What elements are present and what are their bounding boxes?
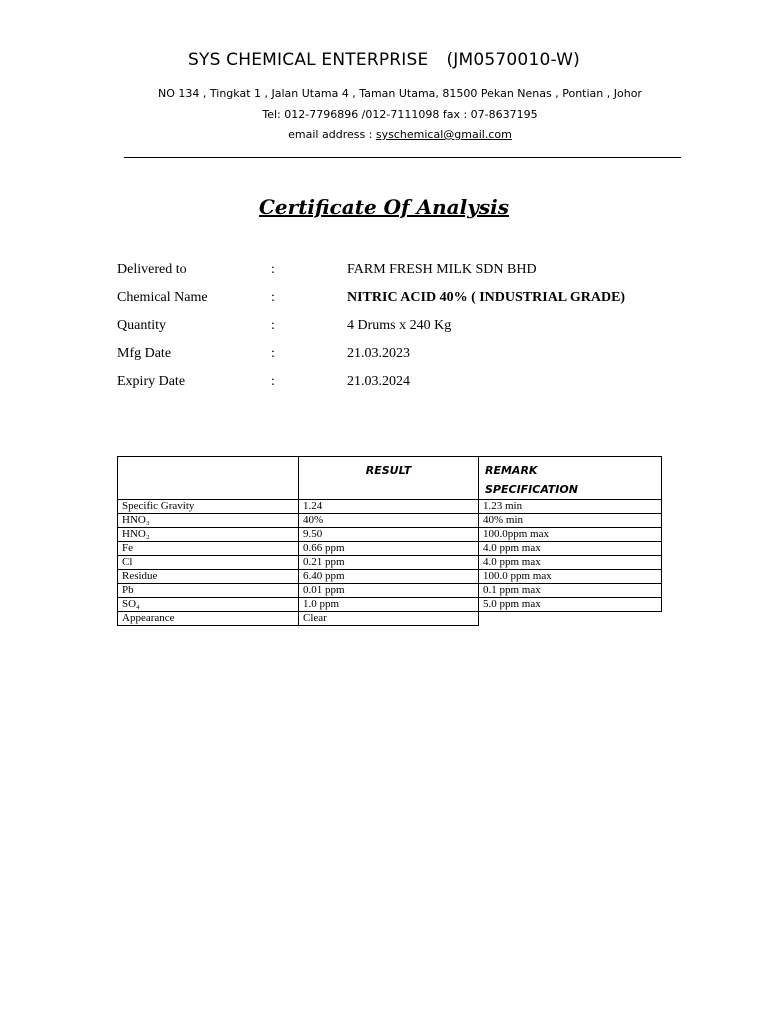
email-label: email address : xyxy=(288,128,376,141)
cell-result: 0.21 ppm xyxy=(299,556,479,570)
field-colon: : xyxy=(271,346,275,361)
cell-result: 6.40 ppm xyxy=(299,570,479,584)
cell-specification: 100.0ppm max xyxy=(479,528,662,542)
cell-result: 1.0 ppm xyxy=(299,598,479,612)
field-label: Chemical Name xyxy=(117,290,208,305)
header-result: RESULT xyxy=(299,457,479,500)
field-colon: : xyxy=(271,374,275,389)
company-name: SYS CHEMICAL ENTERPRISE xyxy=(188,50,429,70)
cell-result: 40% xyxy=(299,514,479,528)
cell-specification: 40% min xyxy=(479,514,662,528)
cell-specification xyxy=(479,612,662,626)
cell-result: 1.24 xyxy=(299,500,479,514)
company-contact: Tel: 012-7796896 /012-7111098 fax : 07-8637195 xyxy=(262,108,538,121)
analysis-table xyxy=(117,456,662,626)
table-row xyxy=(118,500,662,514)
field-value: 4 Drums x 240 Kg xyxy=(347,318,452,333)
cell-parameter: SO₄ xyxy=(118,598,299,612)
field-quantity xyxy=(117,318,677,338)
cell-parameter: Cl xyxy=(118,556,299,570)
field-colon: : xyxy=(271,290,275,305)
field-colon: : xyxy=(271,262,275,277)
field-value: 21.03.2024 xyxy=(347,374,410,389)
field-delivered-to xyxy=(117,262,677,282)
table-row xyxy=(118,542,662,556)
cell-parameter: HNO₃ xyxy=(118,514,299,528)
cell-specification: 4.0 ppm max xyxy=(479,542,662,556)
header-remark-specification xyxy=(479,457,662,500)
company-address: NO 134 , Tingkat 1 , Jalan Utama 4 , Taman Utama, 81500 Pekan Nenas , Pontian , Johor xyxy=(158,87,642,100)
cell-specification: 1.23 min xyxy=(479,500,662,514)
cell-specification: 100.0 ppm max xyxy=(479,570,662,584)
cell-parameter: Residue xyxy=(118,570,299,584)
cell-result: 0.66 ppm xyxy=(299,542,479,556)
cell-result: 0.01 ppm xyxy=(299,584,479,598)
table-row xyxy=(118,584,662,598)
table-header-row xyxy=(118,457,662,500)
field-value: FARM FRESH MILK SDN BHD xyxy=(347,262,537,277)
field-mfg-date xyxy=(117,346,677,366)
cell-result: Clear xyxy=(299,612,479,626)
field-value: NITRIC ACID 40% ( INDUSTRIAL GRADE) xyxy=(347,290,626,305)
cell-result: 9.50 xyxy=(299,528,479,542)
company-registration: (JM0570010-W) xyxy=(446,50,580,70)
table-row xyxy=(118,528,662,542)
field-value: 21.03.2023 xyxy=(347,346,410,361)
certificate-title: Certificate Of Analysis xyxy=(259,195,509,219)
cell-parameter: Fe xyxy=(118,542,299,556)
field-label: Quantity xyxy=(117,318,166,333)
cell-parameter: Appearance xyxy=(118,612,299,626)
company-header xyxy=(0,50,768,70)
field-colon: : xyxy=(271,318,275,333)
cell-specification: 5.0 ppm max xyxy=(479,598,662,612)
cell-parameter: Specific Gravity xyxy=(118,500,299,514)
field-label: Delivered to xyxy=(117,262,187,277)
field-label: Expiry Date xyxy=(117,374,186,389)
header-remark: REMARK xyxy=(485,464,538,477)
header-divider xyxy=(124,157,681,158)
table-row xyxy=(118,612,662,626)
table-row xyxy=(118,556,662,570)
cell-specification: 4.0 ppm max xyxy=(479,556,662,570)
company-email-line xyxy=(0,128,768,141)
cell-specification: 0.1 ppm max xyxy=(479,584,662,598)
table-row xyxy=(118,598,662,612)
header-blank xyxy=(118,457,299,500)
field-expiry-date xyxy=(117,374,677,394)
table-row xyxy=(118,514,662,528)
cell-parameter: HNO₂ xyxy=(118,528,299,542)
table-row xyxy=(118,570,662,584)
header-specification: SPECIFICATION xyxy=(485,483,578,496)
cell-parameter: Pb xyxy=(118,584,299,598)
field-chemical-name xyxy=(117,290,677,310)
email-link[interactable]: syschemical@gmail.com xyxy=(375,128,512,141)
field-label: Mfg Date xyxy=(117,346,172,361)
